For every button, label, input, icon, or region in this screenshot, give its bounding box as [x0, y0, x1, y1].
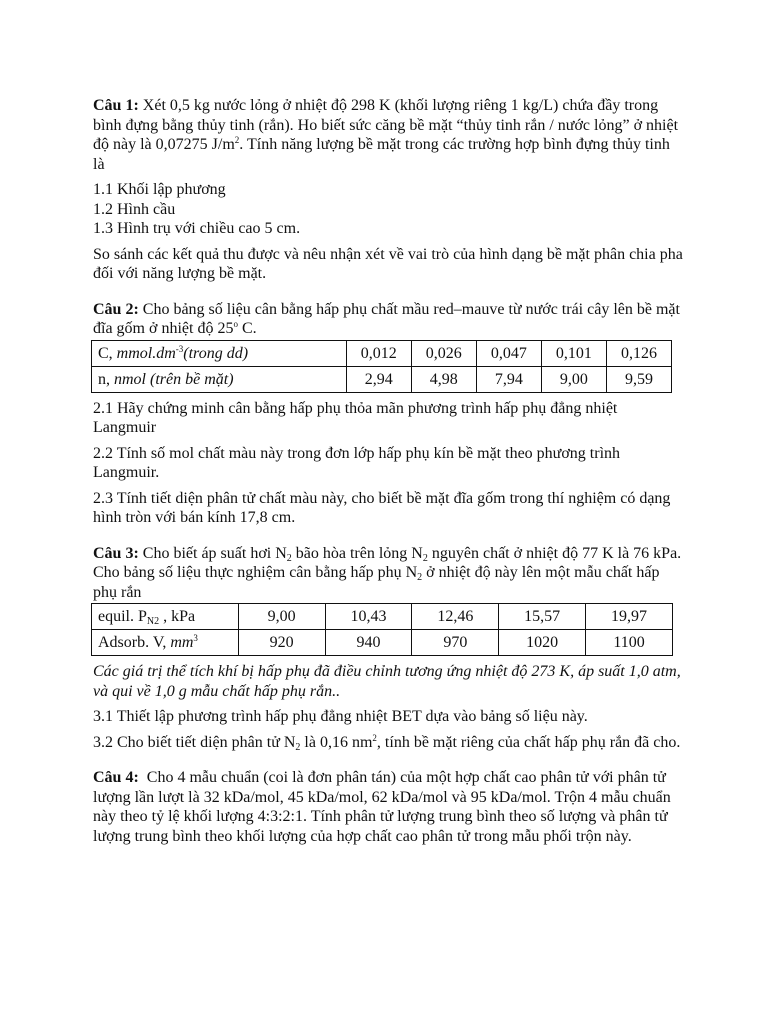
- table-cell: 1020: [499, 630, 586, 656]
- row-label-volume: [92, 630, 239, 656]
- subscript: 2: [286, 552, 292, 564]
- table-row: [92, 604, 673, 630]
- table-cell: 970: [412, 630, 499, 656]
- table-cell: 9,00: [541, 366, 606, 392]
- label-part: nmol (trên bề mặt): [114, 370, 234, 388]
- label-sup: -3: [175, 343, 184, 354]
- table-cell: 10,43: [325, 604, 412, 630]
- table-cell: 7,94: [476, 366, 541, 392]
- question-3-note: Các giá trị thể tích khí bị hấp phụ đã điều chỉnh tương ứng nhiệt độ 273 K, áp suất 1,0 atm, và qui về 1,0 g mẫu chất hấp phụ rắn..: [93, 663, 681, 700]
- question-3-text: nguyên chất ở nhiệt độ 77 K là 76 kPa. Cho bảng số liệu thực nghiệm cân bằng hấp phụ N: [93, 544, 682, 581]
- table-cell: 0,012: [346, 340, 411, 366]
- row-label-concentration: [92, 340, 347, 366]
- table-cell: 15,57: [499, 604, 586, 630]
- question-2-item: 2.2 Tính số mol chất màu này trong đơn lớp hấp phụ kín bề mặt theo phương trình Langmuir.: [93, 444, 621, 481]
- question-1-item: 1.3 Hình trụ với chiều cao 5 cm.: [93, 220, 301, 237]
- adsorption-table-2: [91, 603, 673, 656]
- question-3-item: [93, 733, 683, 753]
- question-2-text-b: C.: [237, 320, 257, 337]
- row-label-amount: [92, 366, 347, 392]
- question-3-item: 3.1 Thiết lập phương trình hấp phụ đẳng nhiệt BET dựa vào bảng số liệu này.: [93, 708, 588, 725]
- question-3: [93, 544, 683, 603]
- table-cell: 940: [325, 630, 412, 656]
- question-2-item: 2.3 Tính tiết diện phân tử chất màu này, cho biết bề mặt đĩa gốm trong thí nghiệm có dạng hình tròn với bán kính 17,8 cm.: [93, 489, 671, 526]
- question-3-label: Câu 3:: [93, 544, 139, 562]
- label-part: equil. P: [98, 608, 147, 625]
- question-2-label: Câu 2:: [93, 300, 139, 318]
- question-1-sup: 2: [234, 135, 240, 145]
- question-1-label: Câu 1:: [93, 97, 139, 114]
- question-4-label: Câu 4:: [93, 769, 139, 786]
- question-2-text-a: Cho bảng số liệu cân bằng hấp phụ chất mầu red–mauve từ nước trái cây lên bề mặt đĩa gốm ở nhiệt độ 25: [93, 300, 680, 337]
- subscript: 2: [417, 572, 423, 583]
- row-label-pressure: [92, 604, 239, 630]
- label-part: (trong dd): [183, 344, 249, 362]
- question-4-text: Cho 4 mẫu chuẩn (coi là đơn phân tán) của một hợp chất cao phân tử với phân tử lượng lần lượt là 32 kDa/mol, 45 kDa/mol, 62 kDa/mol và 95 kDa/mol. Trộn 4 mẫu chuẩn này theo tỷ lệ khối lượng 4:3:2:1. Tính phân tử lượng trung bình theo số lượng và phân tử lượng trung bình theo khối lượng của hợp chất cao phân tử trong mẫu phối trộn này.: [93, 769, 675, 845]
- item-text: , tính bề mặt riêng của chất hấp phụ rắn đã cho.: [376, 733, 681, 751]
- table-cell: 1100: [586, 630, 673, 656]
- question-3-text: bão hòa trên lỏng N: [291, 544, 423, 562]
- degree-sup: o: [233, 319, 238, 329]
- table-cell: 4,98: [411, 366, 476, 392]
- table-cell: 19,97: [586, 604, 673, 630]
- label-sub: N2: [146, 616, 160, 627]
- question-1-list: [93, 180, 683, 239]
- item-text: là 0,16 nm: [300, 733, 373, 751]
- table-cell: 0,047: [476, 340, 541, 366]
- label-part: n,: [98, 370, 114, 388]
- table-row: [92, 366, 672, 392]
- question-2: [93, 300, 683, 339]
- label-part: C,: [98, 344, 117, 362]
- table-cell: 9,59: [606, 366, 671, 392]
- question-1-item: 1.2 Hình cầu: [93, 200, 176, 218]
- subscript: 2: [422, 552, 428, 564]
- question-1-text-b: . Tính năng lượng bề mặt trong các trường hợp bình đựng thủy tinh là: [93, 136, 670, 173]
- question-3-text: Cho biết áp suất hơi N: [138, 544, 287, 562]
- document-body: [93, 96, 683, 846]
- question-2-item: 2.1 Hãy chứng minh cân bằng hấp phụ thỏa mãn phương trình hấp phụ đẳng nhiệt Langmuir: [93, 399, 618, 436]
- table-row: [92, 340, 672, 366]
- label-part: mm: [170, 634, 194, 651]
- table-cell: 2,94: [346, 366, 411, 392]
- table-cell: 0,101: [541, 340, 606, 366]
- table-cell: 920: [238, 630, 325, 656]
- question-1-item: 1.1 Khối lập phương: [93, 181, 226, 198]
- table-cell: 9,00: [238, 604, 325, 630]
- question-1-compare: So sánh các kết quả thu được và nêu nhận xét về vai trò của hình dạng bề mặt phân chia pha đối với năng lượng bề mặt.: [93, 245, 683, 282]
- adsorption-table-1: [91, 340, 672, 393]
- question-4: [93, 768, 683, 846]
- question-3-text: ở nhiệt độ này lên một mẫu chất hấp phụ rắn: [93, 564, 660, 601]
- superscript: 2: [372, 732, 377, 743]
- label-part: , kPa: [159, 608, 196, 625]
- table-cell: 0,126: [606, 340, 671, 366]
- label-sup: 3: [193, 633, 198, 643]
- item-text: 3.2 Cho biết tiết diện phân tử N: [93, 733, 296, 751]
- table-cell: 0,026: [411, 340, 476, 366]
- table-cell: 12,46: [412, 604, 499, 630]
- question-1: [93, 96, 683, 174]
- subscript: 2: [295, 741, 301, 753]
- table-row: [92, 630, 673, 656]
- label-part: Adsorb. V,: [98, 634, 171, 651]
- label-part: mmol.dm: [116, 344, 176, 362]
- question-1-text-a: Xét 0,5 kg nước lỏng ở nhiệt độ 298 K (khối lượng riêng 1 kg/L) chứa đầy trong bình đựng bằng thủy tinh (rắn). Ho biết sức căng bề mặt “thủy tinh rắn / nước lỏng” ở nhiệt độ này là 0,07275 J/m: [93, 97, 679, 153]
